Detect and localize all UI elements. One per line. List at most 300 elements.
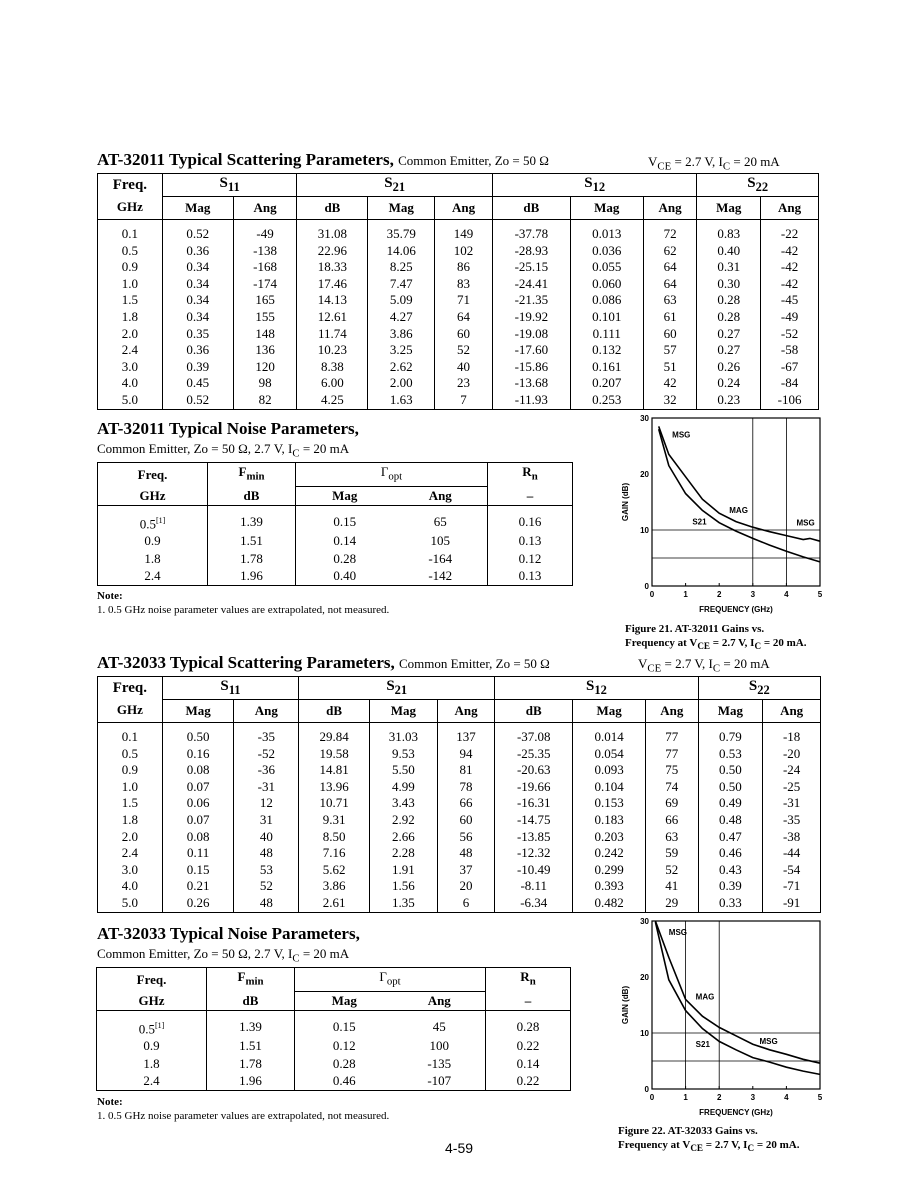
table-cell: -25.15: [492, 259, 570, 276]
subheader-2: Ang: [233, 197, 297, 220]
s-params-table-32033: [97, 676, 821, 913]
table-cell: 29: [645, 895, 698, 912]
table-cell: 1.51: [207, 1037, 295, 1055]
table-cell: 2.62: [368, 359, 435, 376]
table-cell: 10.71: [299, 795, 370, 812]
table-cell: 0.28: [697, 292, 761, 309]
table-cell: -17.60: [492, 342, 570, 359]
noise-header-rn: $R_n$: [486, 968, 571, 992]
table-cell: -54: [763, 862, 821, 879]
table-cell: 45: [432, 1019, 446, 1035]
table-cell: -168: [233, 259, 297, 276]
table-cell: 63: [643, 292, 697, 309]
figure-21-caption: Figure 21. AT-32011 Gains vs. Frequency at $V_{CE} = 2.7$ V, $I_C = 20$ mA.: [625, 623, 807, 652]
subheader-6: dB: [492, 197, 570, 220]
table-cell: -164: [428, 550, 453, 566]
noise-subtitle-32033: Common Emitter, Zo = 50 Ω, 2.7 V, $I_C = 20$ mA: [97, 946, 350, 965]
table-cell: -106: [761, 392, 819, 409]
table-cell: 66: [645, 812, 698, 829]
table-cell: 1.78: [208, 550, 296, 568]
table-row: [98, 309, 819, 326]
table-cell: 41: [645, 878, 698, 895]
subheader-10: Ang: [763, 700, 821, 723]
table-cell: 86: [435, 259, 493, 276]
table-cell: 0.28: [295, 1055, 394, 1073]
table-cell: 7.16: [299, 845, 370, 862]
table-cell: 0.054: [573, 746, 646, 763]
table-cell: 1.8: [98, 812, 163, 829]
table-cell: 0.46: [698, 845, 763, 862]
table-cell: 0.53: [698, 746, 763, 763]
table-row: [97, 1055, 571, 1073]
note-label-2: Note:: [97, 1096, 123, 1108]
table-cell: 0.33: [698, 895, 763, 912]
table-cell: 2.92: [369, 812, 437, 829]
noise-subheader-1: dB: [208, 487, 296, 506]
table-cell: 3.86: [299, 878, 370, 895]
table-cell: 17.46: [297, 276, 368, 293]
table-cell: 0.06: [162, 795, 234, 812]
table-cell: -6.34: [495, 895, 573, 912]
table-cell: -19.66: [495, 779, 573, 796]
table-cell: 0.9: [143, 1038, 160, 1054]
note-text-1: 1. 0.5 GHz noise parameter values are extrapolated, not measured.: [97, 604, 390, 616]
table-cell: 1.39: [208, 505, 296, 532]
table-cell: 22.96: [297, 243, 368, 260]
table-cell: -13.68: [492, 375, 570, 392]
table-cell: 137: [437, 723, 495, 746]
table-cell: 0.52: [162, 392, 233, 409]
table-cell: 0.30: [697, 276, 761, 293]
table-cell: 0.27: [697, 342, 761, 359]
table-row: [98, 550, 573, 568]
subheader-7: Mag: [570, 197, 643, 220]
table-cell: 0.50: [698, 762, 763, 779]
table-cell: 0.52: [162, 220, 233, 243]
x-tick-label: 3: [750, 590, 756, 599]
gain-chart-32011: [610, 410, 840, 620]
noise-header-freq: Freq.: [136, 972, 167, 988]
table-cell: 0.036: [570, 243, 643, 260]
table-row: [98, 795, 821, 812]
noise-title-32033: AT-32033 Typical Noise Parameters,: [97, 924, 360, 943]
table-cell: 2.0: [98, 326, 163, 343]
table-cell: -20: [763, 746, 821, 763]
table-cell: -42: [761, 243, 819, 260]
table-cell: -18: [763, 723, 821, 746]
table-cell: 69: [645, 795, 698, 812]
table-cell: 0.49: [698, 795, 763, 812]
table-cell: 60: [643, 326, 697, 343]
table-cell: 74: [645, 779, 698, 796]
table-cell: 31: [234, 812, 299, 829]
table-cell: -10.49: [495, 862, 573, 879]
table-cell: -58: [761, 342, 819, 359]
table-cell: 19.58: [299, 746, 370, 763]
table-cell: 77: [645, 746, 698, 763]
table-cell: 155: [233, 309, 297, 326]
subheader-9: Mag: [698, 700, 763, 723]
table-cell: 52: [645, 862, 698, 879]
table-row: [98, 532, 573, 550]
table-cell: 5.09: [368, 292, 435, 309]
table-cell: 0.36: [162, 342, 233, 359]
table-cell: 61: [643, 309, 697, 326]
table-cell: 3.0: [98, 359, 163, 376]
noise-header-fmin: $F_{min}$: [207, 968, 295, 992]
table-cell: 0.34: [162, 259, 233, 276]
note-label-1: Note:: [97, 590, 123, 602]
table-row: [98, 375, 819, 392]
noise-table-32033: [96, 967, 571, 1091]
y-tick-label: 10: [640, 1029, 649, 1038]
subheader-6: dB: [495, 700, 573, 723]
table-cell: 0.39: [698, 878, 763, 895]
table-cell: 0.50: [698, 779, 763, 796]
table-cell: 2.66: [369, 829, 437, 846]
table-cell: 72: [643, 220, 697, 243]
table-cell: 0.207: [570, 375, 643, 392]
table-cell: -8.11: [495, 878, 573, 895]
table-cell: 0.9: [98, 259, 163, 276]
x-axis-label: FREQUENCY (GHz): [699, 605, 773, 614]
table-cell: 8.50: [299, 829, 370, 846]
table-cell: 12: [234, 795, 299, 812]
table-cell: 100: [429, 1038, 449, 1054]
annotation-label: MSG: [672, 430, 691, 440]
table-cell: 0.31: [697, 259, 761, 276]
x-tick-label: 5: [817, 590, 823, 599]
header-s21: $S_{21}$: [297, 174, 492, 197]
table-cell: 0.40: [296, 567, 394, 585]
table-cell: 7: [435, 392, 493, 409]
table-cell: -36: [234, 762, 299, 779]
table-cell: 9.53: [369, 746, 437, 763]
x-tick-label: 3: [750, 1093, 756, 1102]
table-cell: 0.183: [573, 812, 646, 829]
y-tick-label: 30: [640, 414, 649, 423]
table-cell: 0.11: [162, 845, 234, 862]
table-cell: 32: [643, 392, 697, 409]
table-row: [98, 878, 821, 895]
table-cell: 0.48: [698, 812, 763, 829]
y-tick-label: 30: [640, 917, 649, 926]
table-cell: -45: [761, 292, 819, 309]
y-tick-label: 0: [644, 582, 649, 591]
series-line-1: [659, 429, 820, 562]
table-row: [98, 812, 821, 829]
table-cell: 2.4: [144, 568, 161, 584]
table-cell: 1.8: [143, 1055, 160, 1071]
x-tick-label: 5: [817, 1093, 823, 1102]
table-cell: 52: [234, 878, 299, 895]
table-cell: 48: [234, 845, 299, 862]
table-cell: -49: [233, 220, 297, 243]
table-cell: 0.28: [486, 1010, 571, 1037]
table-row: [98, 746, 821, 763]
table-cell: 3.25: [368, 342, 435, 359]
table-cell: -21.35: [492, 292, 570, 309]
table-cell: 0.15: [295, 1010, 394, 1037]
table-cell: 3.0: [98, 862, 163, 879]
table-cell: 0.299: [573, 862, 646, 879]
table-cell: 4.99: [369, 779, 437, 796]
table-cell: 18.33: [297, 259, 368, 276]
table-cell: 0.16: [162, 746, 234, 763]
table-cell: 48: [234, 895, 299, 912]
table-cell: 64: [643, 276, 697, 293]
subheader-10: Ang: [761, 197, 819, 220]
table-cell: 0.203: [573, 829, 646, 846]
table-cell: 0.101: [570, 309, 643, 326]
s-params-title-32033: AT-32033 Typical Scattering Parameters, Common Emitter, Zo = 50 Ω: [97, 653, 550, 672]
table-cell: 40: [435, 359, 493, 376]
table-cell: 5.0: [98, 895, 163, 912]
header-freq: Freq.: [98, 677, 163, 700]
table-cell: 2.4: [98, 845, 163, 862]
table-cell: -19.08: [492, 326, 570, 343]
table-row: [98, 326, 819, 343]
table-cell: 2.4: [98, 342, 163, 359]
table-cell: 0.79: [698, 723, 763, 746]
table-row: [98, 292, 819, 309]
table-cell: 1.78: [207, 1055, 295, 1073]
table-cell: 0.23: [697, 392, 761, 409]
table-cell: 0.07: [162, 779, 234, 796]
annotation-label: MAG: [695, 992, 715, 1002]
table-cell: -37.08: [495, 723, 573, 746]
table-cell: -174: [233, 276, 297, 293]
table-cell: 56: [437, 829, 495, 846]
table-cell: 0.26: [162, 895, 234, 912]
table-cell: -67: [761, 359, 819, 376]
table-cell: 2.00: [368, 375, 435, 392]
table-cell: 1.5: [98, 292, 163, 309]
table-cell: 14.06: [368, 243, 435, 260]
table-cell: 0.26: [697, 359, 761, 376]
table-cell: -71: [763, 878, 821, 895]
table-cell: 0.39: [162, 359, 233, 376]
table-cell: 57: [643, 342, 697, 359]
table-cell: 48: [437, 845, 495, 862]
annotation-label: MSG: [796, 518, 815, 528]
table-row: [98, 829, 821, 846]
table-cell: 1.0: [98, 779, 163, 796]
table-cell: 0.1: [98, 723, 163, 746]
annotation-label: S21: [692, 517, 707, 527]
table-cell: -31: [234, 779, 299, 796]
table-row: [98, 276, 819, 293]
table-cell: -12.32: [495, 845, 573, 862]
table-cell: 0.9: [98, 762, 163, 779]
table-cell: 0.13: [488, 567, 573, 585]
table-cell: 0.35: [162, 326, 233, 343]
table-cell: -24.41: [492, 276, 570, 293]
gain-chart-32033: [610, 913, 840, 1123]
table-cell: 0.111: [570, 326, 643, 343]
table-cell: 1.0: [98, 276, 163, 293]
table-cell: 0.50: [162, 723, 234, 746]
table-cell: 13.96: [299, 779, 370, 796]
table-cell: -91: [763, 895, 821, 912]
table-cell: 35.79: [368, 220, 435, 243]
header-s22: $S_{22}$: [697, 174, 819, 197]
table-cell: 77: [645, 723, 698, 746]
s-params-conditions-32033: $V_{CE} = 2.7$ V, $I_C = 20$ mA: [638, 656, 770, 675]
table-cell: -38: [763, 829, 821, 846]
subheader-7: Mag: [573, 700, 646, 723]
table-cell: 59: [645, 845, 698, 862]
header-freq: Freq.: [98, 174, 163, 197]
table-cell: -22: [761, 220, 819, 243]
table-cell: -25.35: [495, 746, 573, 763]
table-cell: 65: [433, 514, 447, 530]
table-cell: 5.50: [369, 762, 437, 779]
table-cell: 5.0: [98, 392, 163, 409]
x-tick-label: 2: [716, 590, 722, 599]
table-row: [98, 567, 573, 585]
noise-subheader-0: GHz: [97, 992, 207, 1011]
table-cell: -11.93: [492, 392, 570, 409]
table-row: [98, 359, 819, 376]
table-row: [98, 243, 819, 260]
table-row: [98, 845, 821, 862]
table-cell: 14.13: [297, 292, 368, 309]
noise-header-gamma: $\Gamma_{opt}$: [295, 968, 486, 992]
table-row: [98, 762, 821, 779]
table-cell: 0.5[1]: [139, 515, 166, 531]
table-cell: 0.83: [697, 220, 761, 243]
table-cell: 1.5: [98, 795, 163, 812]
table-cell: 0.393: [573, 878, 646, 895]
table-cell: 81: [437, 762, 495, 779]
table-cell: 0.08: [162, 829, 234, 846]
table-cell: 0.093: [573, 762, 646, 779]
table-cell: 0.253: [570, 392, 643, 409]
table-cell: 1.91: [369, 862, 437, 879]
table-cell: 0.242: [573, 845, 646, 862]
y-tick-label: 20: [640, 470, 649, 479]
table-cell: 4.27: [368, 309, 435, 326]
table-cell: 7.47: [368, 276, 435, 293]
table-cell: 1.96: [207, 1072, 295, 1090]
table-cell: -49: [761, 309, 819, 326]
header-s21: $S_{21}$: [299, 677, 495, 700]
table-cell: -37.78: [492, 220, 570, 243]
table-cell: 2.4: [143, 1073, 160, 1089]
noise-subheader-4: –: [486, 992, 571, 1011]
table-cell: 51: [643, 359, 697, 376]
table-cell: 0.34: [162, 292, 233, 309]
table-cell: 1.51: [208, 532, 296, 550]
table-cell: 6.00: [297, 375, 368, 392]
table-cell: 149: [435, 220, 493, 243]
table-cell: 120: [233, 359, 297, 376]
table-cell: 0.014: [573, 723, 646, 746]
table-cell: 8.38: [297, 359, 368, 376]
noise-header-fmin: $F_{min}$: [208, 463, 296, 487]
table-row: [98, 342, 819, 359]
table-cell: 3.43: [369, 795, 437, 812]
table-cell: 14.81: [299, 762, 370, 779]
table-cell: 1.35: [369, 895, 437, 912]
table-row: [98, 392, 819, 409]
subheader-9: Mag: [697, 197, 761, 220]
noise-header-freq: Freq.: [137, 467, 168, 483]
table-row: [98, 862, 821, 879]
plot-frame: [652, 921, 820, 1089]
table-cell: 31.08: [297, 220, 368, 243]
table-cell: 0.086: [570, 292, 643, 309]
table-cell: 0.1: [98, 220, 163, 243]
table-cell: 0.15: [296, 505, 394, 532]
table-cell: -24: [763, 762, 821, 779]
annotation-label: MSG: [668, 928, 688, 937]
table-cell: 0.482: [573, 895, 646, 912]
table-cell: 0.161: [570, 359, 643, 376]
table-cell: 0.22: [486, 1037, 571, 1055]
subheader-5: Ang: [435, 197, 493, 220]
table-cell: 78: [437, 779, 495, 796]
table-cell: 0.5[1]: [138, 1020, 165, 1036]
table-cell: 63: [645, 829, 698, 846]
table-cell: 4.0: [98, 375, 163, 392]
table-row: [98, 723, 821, 746]
table-cell: 0.14: [296, 532, 394, 550]
noise-header-gamma: $\Gamma_{opt}$: [296, 463, 488, 487]
table-cell: 0.28: [296, 550, 394, 568]
table-cell: 0.27: [697, 326, 761, 343]
table-cell: 0.060: [570, 276, 643, 293]
table-cell: 0.14: [486, 1055, 571, 1073]
table-cell: -35: [763, 812, 821, 829]
subheader-0: GHz: [98, 197, 163, 220]
noise-subheader-3: Ang: [394, 487, 488, 506]
s-params-subtitle-32033: Common Emitter, Zo = 50 Ω: [399, 656, 550, 671]
subheader-8: Ang: [645, 700, 698, 723]
table-cell: 37: [437, 862, 495, 879]
table-cell: -142: [428, 568, 453, 584]
table-cell: 4.25: [297, 392, 368, 409]
table-cell: -31: [763, 795, 821, 812]
table-cell: -19.92: [492, 309, 570, 326]
table-cell: 0.9: [144, 533, 161, 549]
x-tick-label: 2: [716, 1093, 722, 1102]
table-cell: 1.8: [144, 550, 161, 566]
figure-22-caption: Figure 22. AT-32033 Gains vs. Frequency at $V_{CE} = 2.7$ V, $I_C = 20$ mA.: [618, 1125, 800, 1154]
y-axis-label: GAIN (dB): [621, 985, 630, 1025]
subheader-3: dB: [299, 700, 370, 723]
table-cell: 5.62: [299, 862, 370, 879]
table-cell: 1.63: [368, 392, 435, 409]
annotation-label: MSG: [759, 1037, 778, 1047]
table-cell: 60: [437, 812, 495, 829]
table-cell: 1.96: [208, 567, 296, 585]
table-cell: 0.45: [162, 375, 233, 392]
table-cell: -42: [761, 276, 819, 293]
table-cell: 0.36: [162, 243, 233, 260]
table-cell: 0.013: [570, 220, 643, 243]
y-tick-label: 10: [640, 526, 649, 535]
table-cell: -52: [234, 746, 299, 763]
noise-subheader-2: Mag: [295, 992, 394, 1011]
table-cell: 42: [643, 375, 697, 392]
table-cell: 2.61: [299, 895, 370, 912]
annotation-label: MAG: [729, 506, 748, 516]
table-cell: 0.08: [162, 762, 234, 779]
noise-subheader-0: GHz: [98, 487, 208, 506]
noise-subheader-3: Ang: [394, 992, 486, 1011]
